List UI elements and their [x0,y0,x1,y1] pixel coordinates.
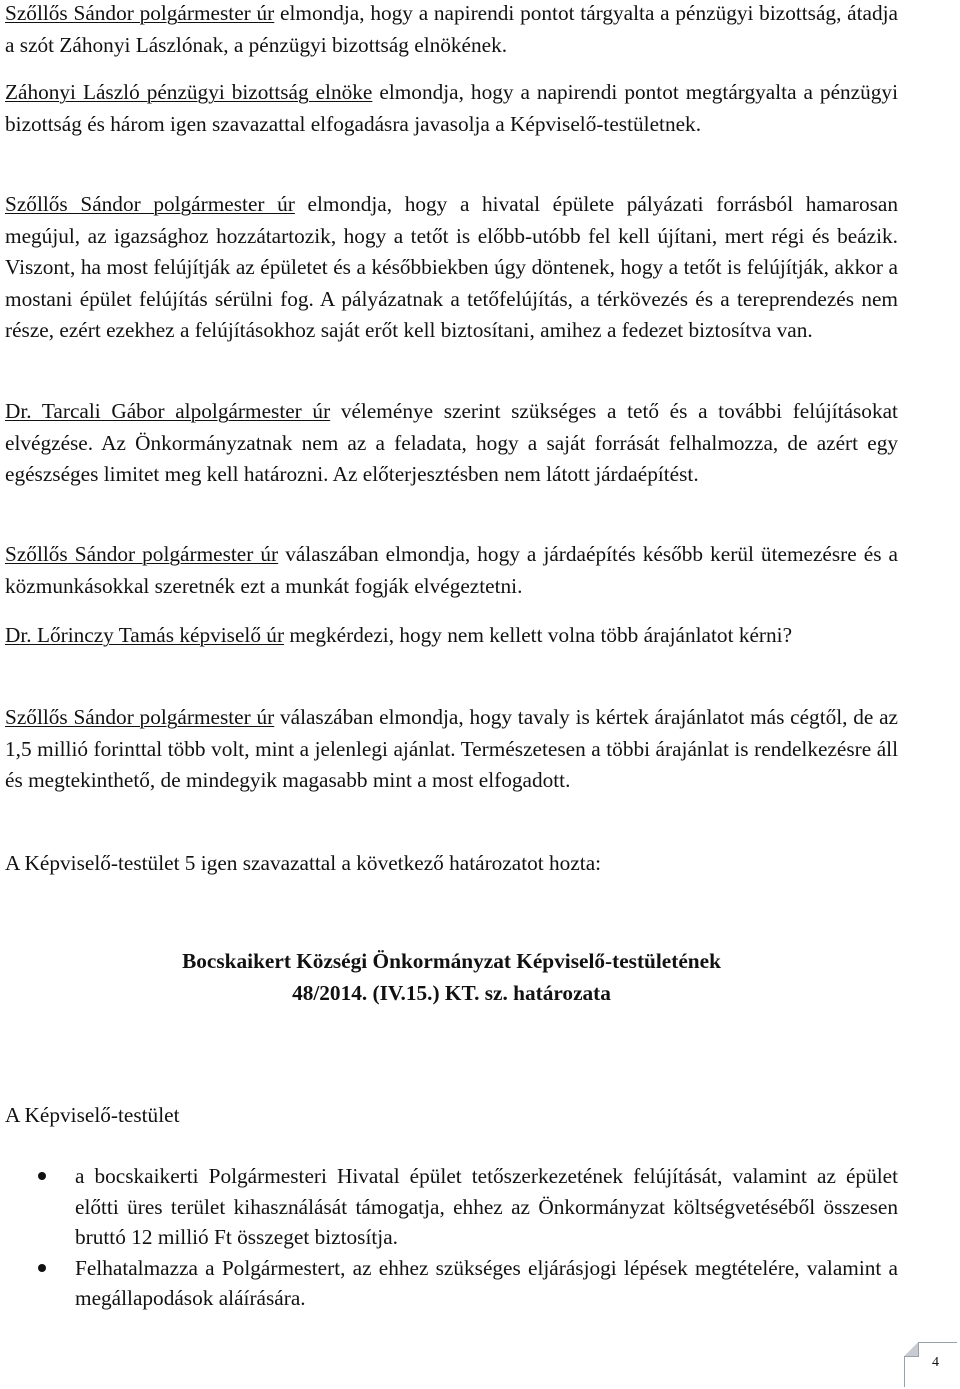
vote-statement: A Képviselő-testület 5 igen szavazattal a következő határozatot hozta: [5,851,602,875]
speaker-name: Záhonyi László pénzügyi bizottság elnöke [5,80,373,104]
resolution-title-line-2: 48/2014. (IV.15.) KT. sz. határozata [292,980,611,1005]
bullet-icon [38,1172,46,1180]
paragraph-text: véleménye szerint szükséges a tető és a további felújításokat elvégzése. Az Önkormányzatnak nem az a feladata, hogy a saját forrását felhalmozza, de azért egy egészséges limitet meg kell határozni. Az előterjesztésben nem látott járdaépítést. [5,399,898,486]
list-item [5,1253,898,1314]
list-item-text: Felhatalmazza a Polgármestert, az ehhez szükséges eljárásjogi lépések megtételére, valamint a megállapodások aláírására. [75,1255,898,1310]
page-number-box [904,1342,957,1387]
resolution-bullet-list [5,1161,898,1314]
paragraph-text: válaszában elmondja, hogy tavaly is kértek árajánlatot más cégtől, de az 1,5 millió forinttal több volt, mint a jelenlegi ajánlat. Természetesen a többi árajánlat is rendelkezésre áll és megtekinthető, de mindegyik magasabb mint a most elfogadott. [5,705,899,792]
minutes-paragraph-5 [5,539,898,602]
minutes-paragraph-6 [5,620,792,652]
paragraph-text: válaszában elmondja, hogy a járdaépítés később kerül ütemezésre és a közmunkásokkal szeretnék ezt a munkát fogják elvégeztetni. [5,542,899,598]
paragraph-text: elmondja, hogy a napirendi pontot tárgyalta a pénzügyi bizottság, átadja a szót Záhonyi Lászlónak, a pénzügyi bizottság elnökének. [5,1,898,57]
list-item-text: a bocskaikerti Polgármesteri Hivatal épület tetőszerkezetének felújítását, valamint az épület előtti üres terület kihasználását támogatja, ehhez az Önkormányzat költségvetéséből összesen bruttó 12 millió Ft összeget biztosítja. [75,1164,898,1249]
resolution-body-label: A Képviselő-testület [5,1103,180,1127]
speaker-name: Szőllős Sándor polgármester úr [5,1,275,25]
paragraph-text: megkérdezi, hogy nem kellett volna több árajánlatot kérni? [284,623,793,647]
minutes-paragraph-3 [5,189,898,347]
speaker-name: Dr. Tarcali Gábor alpolgármester úr [5,399,331,423]
page-number: 4 [932,1355,939,1370]
speaker-name: Szőllős Sándor polgármester úr [5,705,275,729]
paragraph-text: elmondja, hogy a hivatal épülete pályázati forrásból hamarosan megújul, az igazsághoz hozzátartozik, hogy a tetőt is előbb-utóbb fel kell újítani, mert régi és beázik. Viszont, ha most felújítják az épületet és a későbbiekben úgy döntenek, hogy a tetőt is felújítják, akkor a mostani épület felújítás sérülni fog. A pályázatnak a tetőfelújítás, a térkövezés és a tereprendezés nem része, ezért ezekhez a felújításokhoz saját erőt kell biztosítani, amihez a fedezet biztosítva van. [5,192,898,342]
resolution-title-line-1: Bocskaikert Községi Önkormányzat Képviselő-testületének [182,949,721,973]
minutes-paragraph-2 [5,77,898,140]
speaker-name: Szőllős Sándor polgármester úr [5,542,279,566]
minutes-paragraph-1 [5,0,898,61]
minutes-paragraph-4 [5,396,898,491]
paragraph-text: elmondja, hogy a napirendi pontot megtárgyalta a pénzügyi bizottság és három igen szavazattal elfogadásra javasolja a Képviselő-testületnek. [5,80,898,136]
speaker-name: Dr. Lőrinczy Tamás képviselő úr [5,623,285,647]
minutes-paragraph-7 [5,702,898,797]
bullet-icon [38,1264,46,1272]
resolution-title [5,946,898,1009]
speaker-name: Szőllős Sándor polgármester úr [5,192,295,216]
list-item [5,1161,898,1253]
